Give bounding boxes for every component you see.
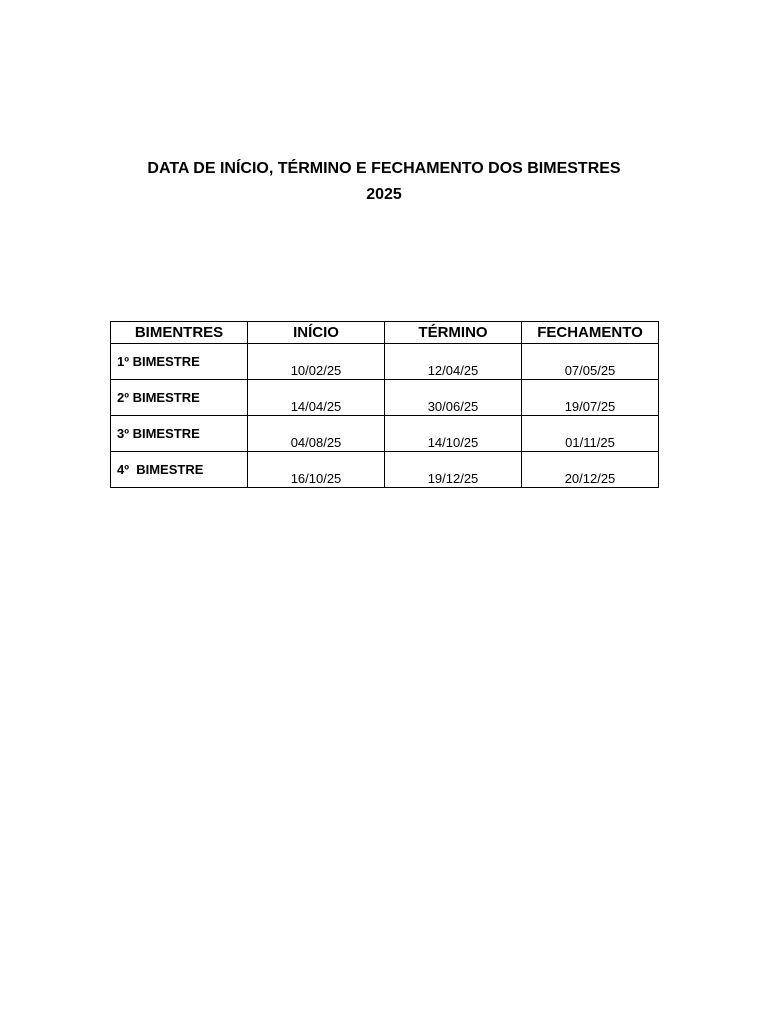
bimestre-label: 3º BIMESTRE	[111, 416, 248, 452]
inicio-date: 04/08/25	[248, 416, 385, 452]
termino-date: 30/06/25	[385, 380, 522, 416]
header-fechamento: FECHAMENTO	[522, 322, 659, 344]
bimestre-label: 1º BIMESTRE	[111, 344, 248, 380]
bimestre-label: 4º BIMESTRE	[111, 452, 248, 488]
bimestre-label: 2º BIMESTRE	[111, 380, 248, 416]
termino-date: 19/12/25	[385, 452, 522, 488]
table-row	[111, 344, 659, 380]
inicio-date: 16/10/25	[248, 452, 385, 488]
document-title	[0, 156, 768, 208]
inicio-date: 10/02/25	[248, 344, 385, 380]
table-row	[111, 380, 659, 416]
inicio-date: 14/04/25	[248, 380, 385, 416]
table-header-row	[111, 322, 659, 344]
fechamento-date: 01/11/25	[522, 416, 659, 452]
title-line-1: DATA DE INÍCIO, TÉRMINO E FECHAMENTO DOS BIMESTRES	[147, 160, 621, 177]
header-inicio: INÍCIO	[248, 322, 385, 344]
bimestres-table	[110, 321, 659, 488]
termino-date: 14/10/25	[385, 416, 522, 452]
fechamento-date: 19/07/25	[522, 380, 659, 416]
header-bimentres: BIMENTRES	[111, 322, 248, 344]
title-line-2: 2025	[366, 186, 402, 203]
header-termino: TÉRMINO	[385, 322, 522, 344]
table-row	[111, 452, 659, 488]
fechamento-date: 07/05/25	[522, 344, 659, 380]
table-row	[111, 416, 659, 452]
termino-date: 12/04/25	[385, 344, 522, 380]
fechamento-date: 20/12/25	[522, 452, 659, 488]
